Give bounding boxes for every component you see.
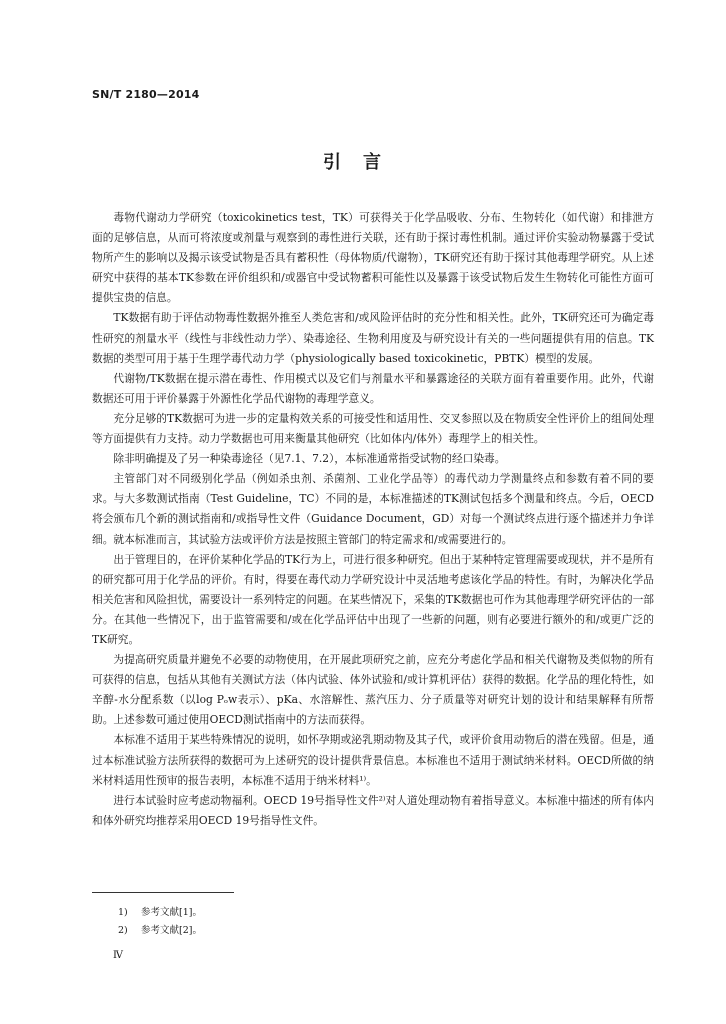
paragraph: 出于管理目的，在评价某种化学品的TK行为上，可进行很多种研究。但出于某种特定管理需要或现状，并不是所有的研究都可用于化学品的评价。有时，得要在毒代动力学研究设计中灵活地考虑该化学品的特性。有时，为解决化学品相关危害和风险担忧，需要设计一系列特定的问题。在某些情况下，采集的TK数据也可作为其他毒理学研究评估的一部分。在其他一些情况下，出于监管需要和/或在化学品评估中出现了一些新的问题，则有必要进行额外的和/或更广泛的TK研究。	[92, 552, 654, 646]
paragraph: 充分足够的TK数据可为进一步的定量构效关系的可接受性和适用性、交叉参照以及在物质安全性评价上的组间处理等方面提供有力支持。动力学数据也可用来衡量其他研究（比如体内/体外）毒理学上的相关性。	[92, 411, 654, 446]
paragraph: 进行本试验时应考虑动物福利。OECD 19号指导性文件²⁾对人道处理动物有着指导意义。本标准中描述的所有体内和体外研究均推荐采用OECD 19号指导性文件。	[92, 793, 654, 827]
page-number: Ⅳ	[113, 950, 123, 961]
footnote-text: 参考文献[1]。	[141, 907, 202, 918]
footnote-number: 2)	[118, 925, 128, 936]
paragraph: 主管部门对不同级别化学品（例如杀虫剂、杀菌剂、工业化学品等）的毒代动力学测量终点和参数有着不同的要求。与大多数测试指南（Test Guideline，TC）不同的是，本标准描述的TK测试包括多个测量和终点。今后，OECD将会颁布几个新的测试指南和/或指导性文件（Guidance Document，GD）对每一个测试终点进行逐个描述并力争详细。就本标准而言，其试验方法或评价方法是按照主管部门的特定需求和/或需要进行的。	[92, 472, 654, 546]
footnotes	[118, 904, 202, 940]
introduction-body	[92, 208, 654, 831]
paragraph: TK数据有助于评估动物毒性数据外推至人类危害和/或风险评估时的充分性和相关性。此外，TK研究还可为确定毒性研究的剂量水平（线性与非线性动力学）、染毒途径、生物利用度及与研究设计有关的一些问题提供有用的信息。TK数据的类型可用于基于生理学毒代动力学（physiologically based toxicokinetic，PBTK）模型的发展。	[92, 311, 654, 365]
footnote-divider	[92, 892, 234, 893]
paragraph: 除非明确提及了另一种染毒途径（见7.1、7.2），本标准通常指受试物的经口染毒。	[113, 452, 506, 466]
paragraph: 毒物代谢动力学研究（toxicokinetics test，TK）可获得关于化学品吸收、分布、生物转化（如代谢）和排泄方面的足够信息，从而可将浓度或剂量与观察到的毒性进行关联，还有助于探讨毒性机制。通过评价实验动物暴露于受试物所产生的影响以及揭示该受试物是否具有蓄积性（母体物质/代谢物），TK研究还有助于探讨其他毒理学研究。从上述研究中获得的基本TK参数在评价组织和/或器官中受试物蓄积可能性以及暴露于该受试物后发生生物转化可能性方面可提供宝贵的信息。	[92, 211, 654, 305]
footnote-number: 1)	[118, 907, 128, 918]
page-title: 引言	[323, 152, 403, 173]
footnote-text: 参考文献[2]。	[141, 925, 202, 936]
paragraph: 本标准不适用于某些特殊情况的说明，如怀孕期或泌乳期动物及其子代，或评价食用动物后的潜在残留。但是，通过本标准试验方法所获得的数据可为上述研究的设计提供背景信息。本标准也不适用于测试纳米材料。OECD所做的纳米材料适用性预审的报告表明，本标准不适用于纳米材料¹⁾。	[92, 733, 654, 787]
paragraph: 代谢物/TK数据在提示潜在毒性、作用模式以及它们与剂量水平和暴露途径的关联方面有着重要作用。此外，代谢数据还可用于评价暴露于外源性化学品代谢物的毒理学意义。	[92, 371, 654, 405]
paragraph: 为提高研究质量并避免不必要的动物使用，在开展此项研究之前，应充分考虑化学品和相关代谢物及类似物的所有可获得的信息，包括从其他有关测试方法（体内试验、体外试验和/或计算机评估）获得的数据。化学品的理化特性，如辛醇-水分配系数（以log Pₒw表示）、pKa、水溶解性、蒸汽压力、分子质量等对研究计划的设计和结果解释有所帮助。上述参数可通过使用OECD测试指南中的方法而获得。	[92, 653, 654, 727]
footnote-item	[118, 922, 202, 940]
footnote-item	[118, 904, 202, 922]
standard-code: SN/T 2180—2014	[92, 88, 200, 101]
